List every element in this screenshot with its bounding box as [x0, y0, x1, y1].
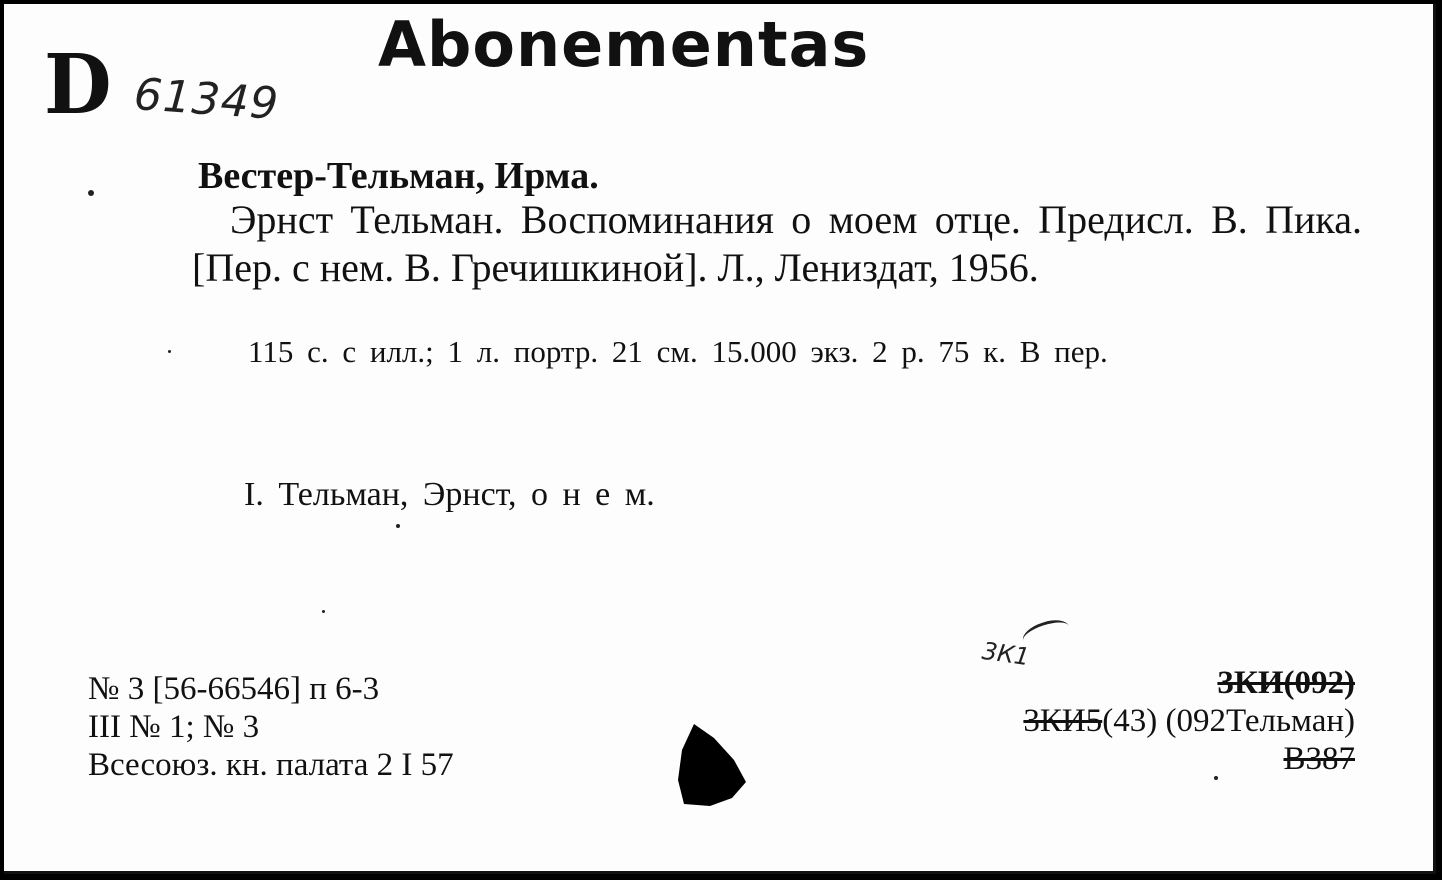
catalog-card [4, 4, 1436, 874]
registration-line: № 3 [56-66546] п 6-3 [88, 671, 380, 707]
ink-blot [674, 720, 750, 810]
classification-block [1023, 664, 1355, 778]
abonementas-stamp: Abonementas [378, 8, 870, 81]
classification-code: (43) (092Тельман) [1102, 703, 1355, 739]
handwritten-call-number: 61349 [132, 69, 281, 130]
title-description: Эрнст Тельман. Воспоминания о моем отце. Предисл. В. Пика. [Пер. с нем. В. Гречишкиной]. Л., Лениздат, 1956. [192, 197, 1362, 290]
classification-line-2 [1023, 702, 1355, 740]
collection-letter: D [44, 37, 112, 133]
ink-speck [1214, 776, 1218, 780]
registration-line: III № 1; № 3 [88, 709, 260, 745]
classification-line-3: В387 [1283, 741, 1355, 777]
classification-line-1: 3КИ(092) [1217, 665, 1355, 701]
subject-heading: I. Тельман, Эрнст, о н е м. [244, 476, 655, 513]
classification-struck-code: 3КИ5 [1023, 703, 1103, 739]
collation-line: 115 с. с илл.; 1 л. портр. 21 см. 15.000 экз. 2 р. 75 к. В пер. [248, 334, 1108, 369]
handwritten-note: 3К1 [980, 636, 1032, 672]
ink-speck [322, 610, 325, 613]
ink-speck [88, 190, 94, 196]
ink-speck [168, 350, 171, 353]
registration-line: Всесоюз. кн. палата 2 I 57 [88, 747, 454, 783]
author-heading: Вестер-Тельман, Ирма. [198, 155, 599, 197]
registration-block [88, 670, 454, 784]
ink-speck [396, 524, 400, 528]
